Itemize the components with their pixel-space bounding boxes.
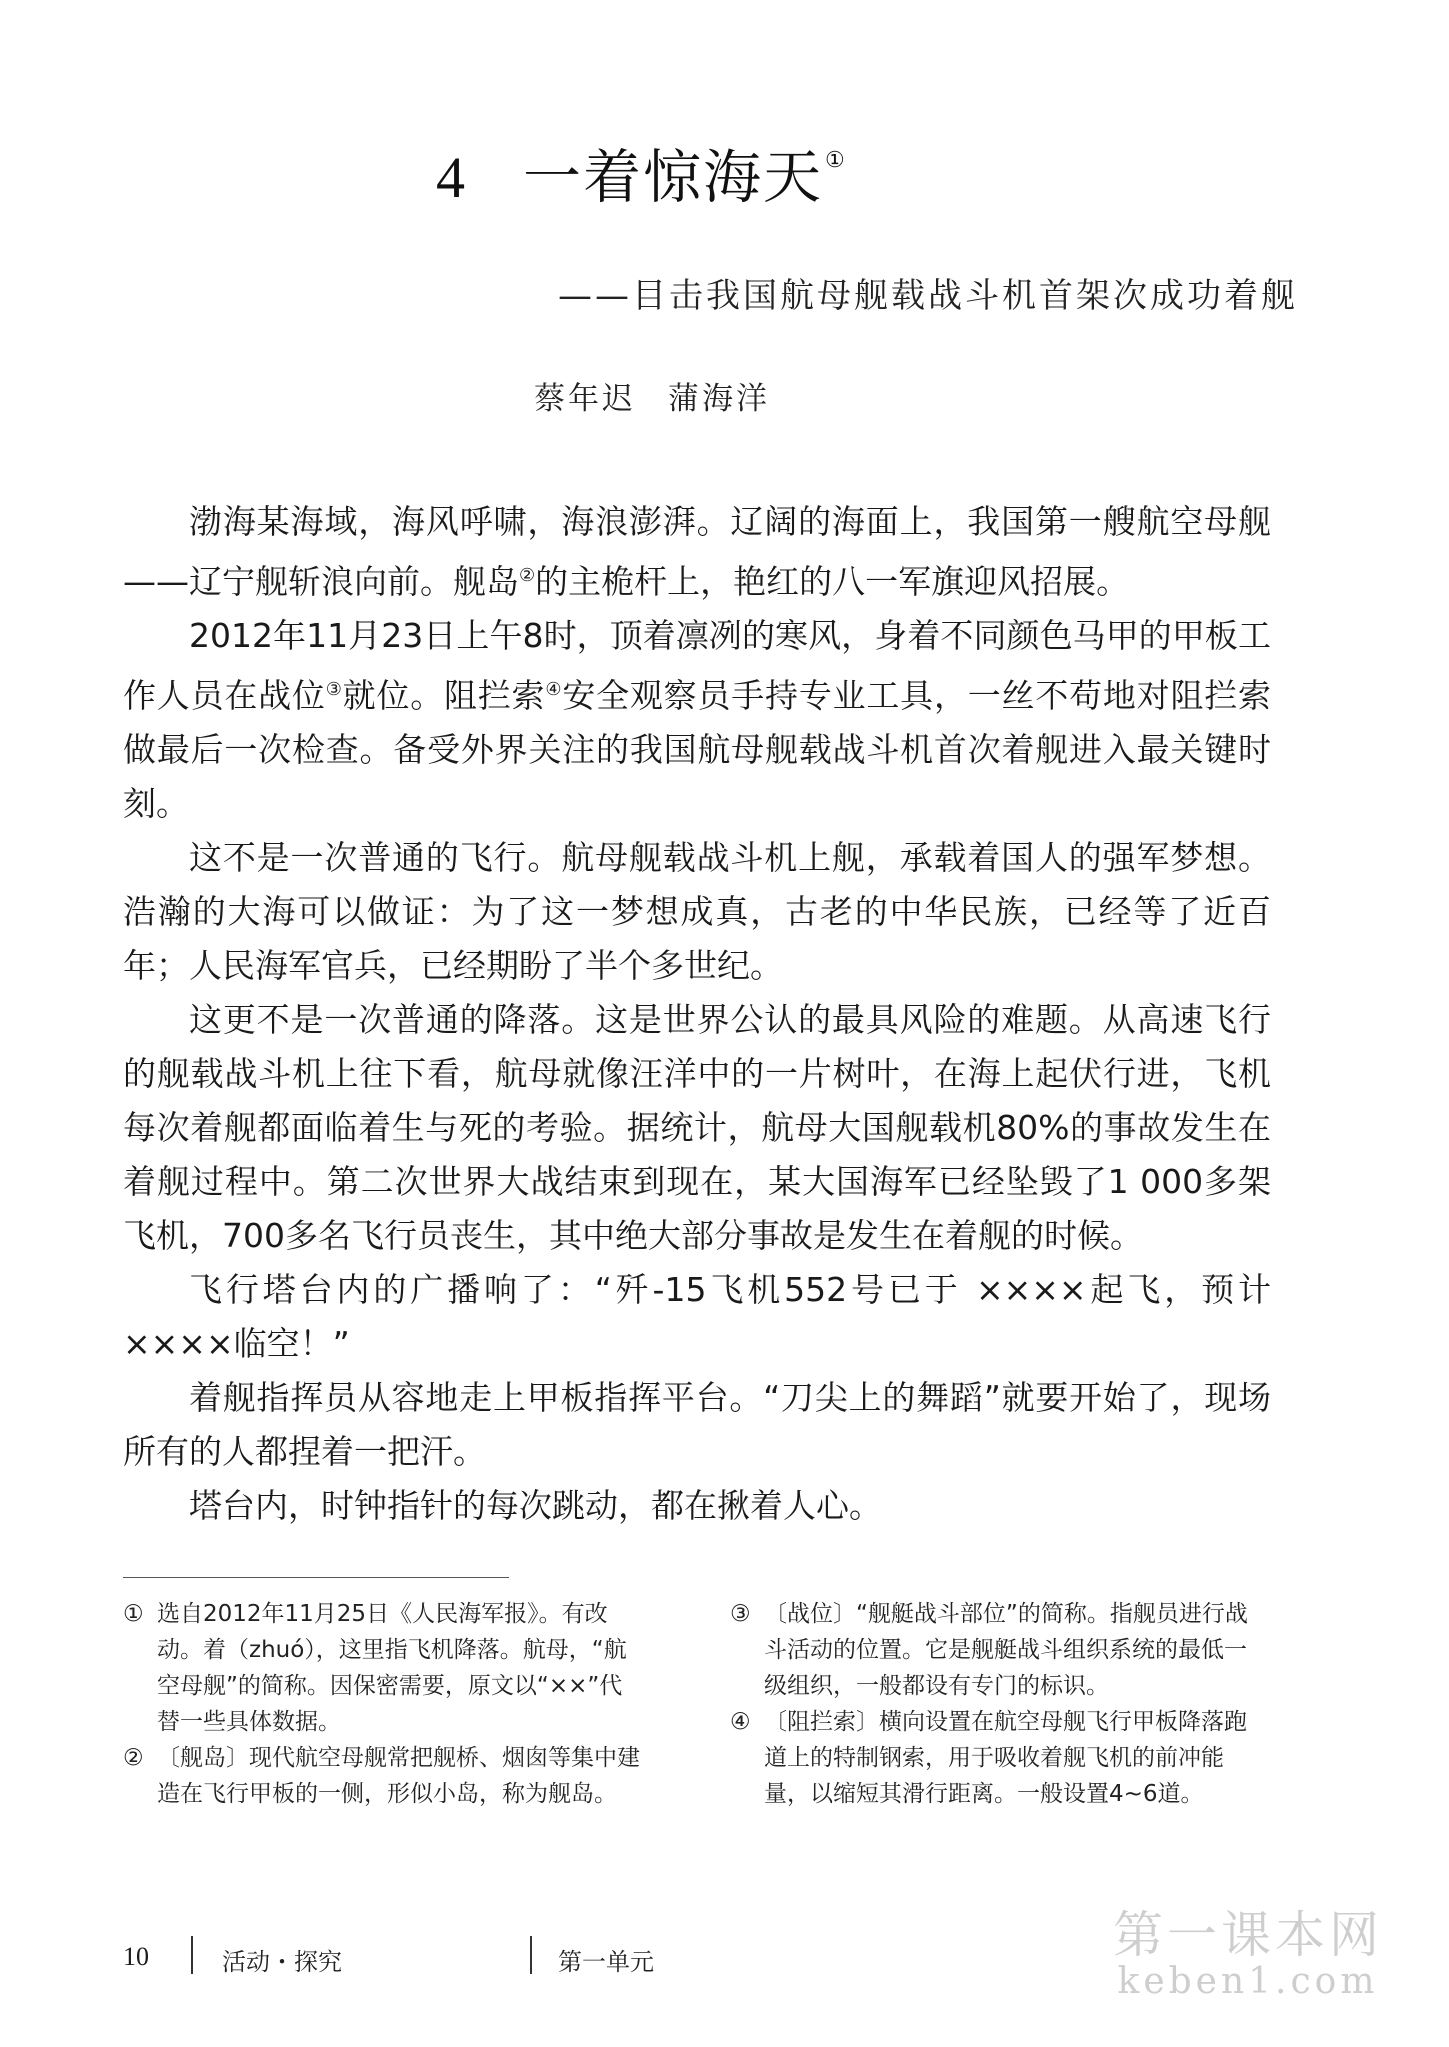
footnote-mark: ③ — [325, 679, 343, 700]
footnote: ① 选自2012年11月25日《人民海军报》。有改动。着（zhuó），这里指飞机降落。航母，“航空母舰”的简称。因保密需要，原文以“××”代替一些具体数据。 — [123, 1601, 627, 1735]
footer-separator — [191, 1936, 193, 1974]
paragraph: 塔台内，时钟指针的每次跳动，都在揪着人心。 — [189, 1486, 882, 1525]
page-number: 10 — [123, 1942, 149, 1971]
footer-unit: 第一单元 — [558, 1948, 654, 1976]
watermark — [1113, 1895, 1383, 2002]
lesson-subtitle: ——目击我国航母舰载战斗机首架次成功着舰 — [558, 276, 1298, 316]
watermark-title: 第一课本网 — [1113, 1906, 1383, 1964]
footer-section: 活动・探究 — [222, 1948, 342, 1976]
article-body — [123, 495, 1271, 1533]
authors — [534, 373, 770, 418]
author-name: 蒲海洋 — [668, 381, 770, 417]
author-name: 蔡年迟 — [534, 381, 636, 417]
footnote-divider — [123, 1577, 509, 1578]
footnote: ④ 〔阻拦索〕横向设置在航空母舰飞行甲板降落跑道上的特制钢索，用于吸收着舰飞机的前冲能量，以缩短其滑行距离。一般设置4~6道。 — [730, 1709, 1247, 1807]
paragraph: 这更不是一次普通的降落。这是世界公认的最具风险的难题。从高速飞行的舰载战斗机上往下看，航母就像汪洋中的一片树叶，在海上起伏行进，飞机每次着舰都面临着生与死的考验。据统计，航母大国舰载机80%的事故发生在着舰过程中。第二次世界大战结束到现在，某大国海军已经坠毁了1 000多架飞机，700多名飞行员丧生，其中绝大部分事故是发生在着舰的时候。 — [123, 1000, 1271, 1255]
footnotes-left — [123, 1596, 643, 1812]
lesson-title-text: 一着惊海天 — [523, 143, 824, 211]
paragraph: 2012年11月23日上午8时，顶着凛冽的寒风，身着不同颜色马甲的甲板工作人员在战位③就位。阻拦索④安全观察员手持专业工具，一丝不苟地对阻拦索做最后一次检查。备受外界关注的我国航母舰载战斗机首次着舰进入最关键时刻。 — [123, 616, 1272, 823]
watermark-url: keben1.com — [1117, 1961, 1379, 2002]
footnote: ③ 〔战位〕“舰艇战斗部位”的简称。指舰员进行战斗活动的位置。它是舰艇战斗组织系统的最低一级组织，一般都设有专门的标识。 — [730, 1601, 1248, 1699]
footer-separator — [530, 1936, 532, 1974]
footnote-mark: ④ — [545, 679, 563, 700]
lesson-title — [436, 143, 847, 211]
paragraph: 飞行塔台内的广播响了：“歼-15飞机552号已于 ××××起飞，预计××××临空！” — [123, 1270, 1271, 1363]
paragraph: 着舰指挥员从容地走上甲板指挥平台。“刀尖上的舞蹈”就要开始了，现场所有的人都捏着一把汗。 — [123, 1378, 1271, 1471]
footnote-mark: ② — [519, 565, 536, 586]
footnotes-right — [730, 1596, 1250, 1812]
paragraph: 这不是一次普通的飞行。航母舰载战斗机上舰，承载着国人的强军梦想。浩瀚的大海可以做证：为了这一梦想成真，古老的中华民族，已经等了近百年；人民海军官兵，已经期盼了半个多世纪。 — [123, 838, 1271, 985]
paragraph: 渤海某海域，海风呼啸，海浪澎湃。辽阔的海面上，我国第一艘航空母舰——辽宁舰斩浪向前。舰岛②的主桅杆上，艳红的八一军旗迎风招展。 — [123, 502, 1271, 601]
footnote: ② 〔舰岛〕现代航空母舰常把舰桥、烟囱等集中建造在飞行甲板的一侧，形似小岛，称为舰岛。 — [123, 1745, 640, 1807]
lesson-number: 4 — [436, 145, 467, 210]
title-footnote-mark: ① — [825, 148, 847, 173]
